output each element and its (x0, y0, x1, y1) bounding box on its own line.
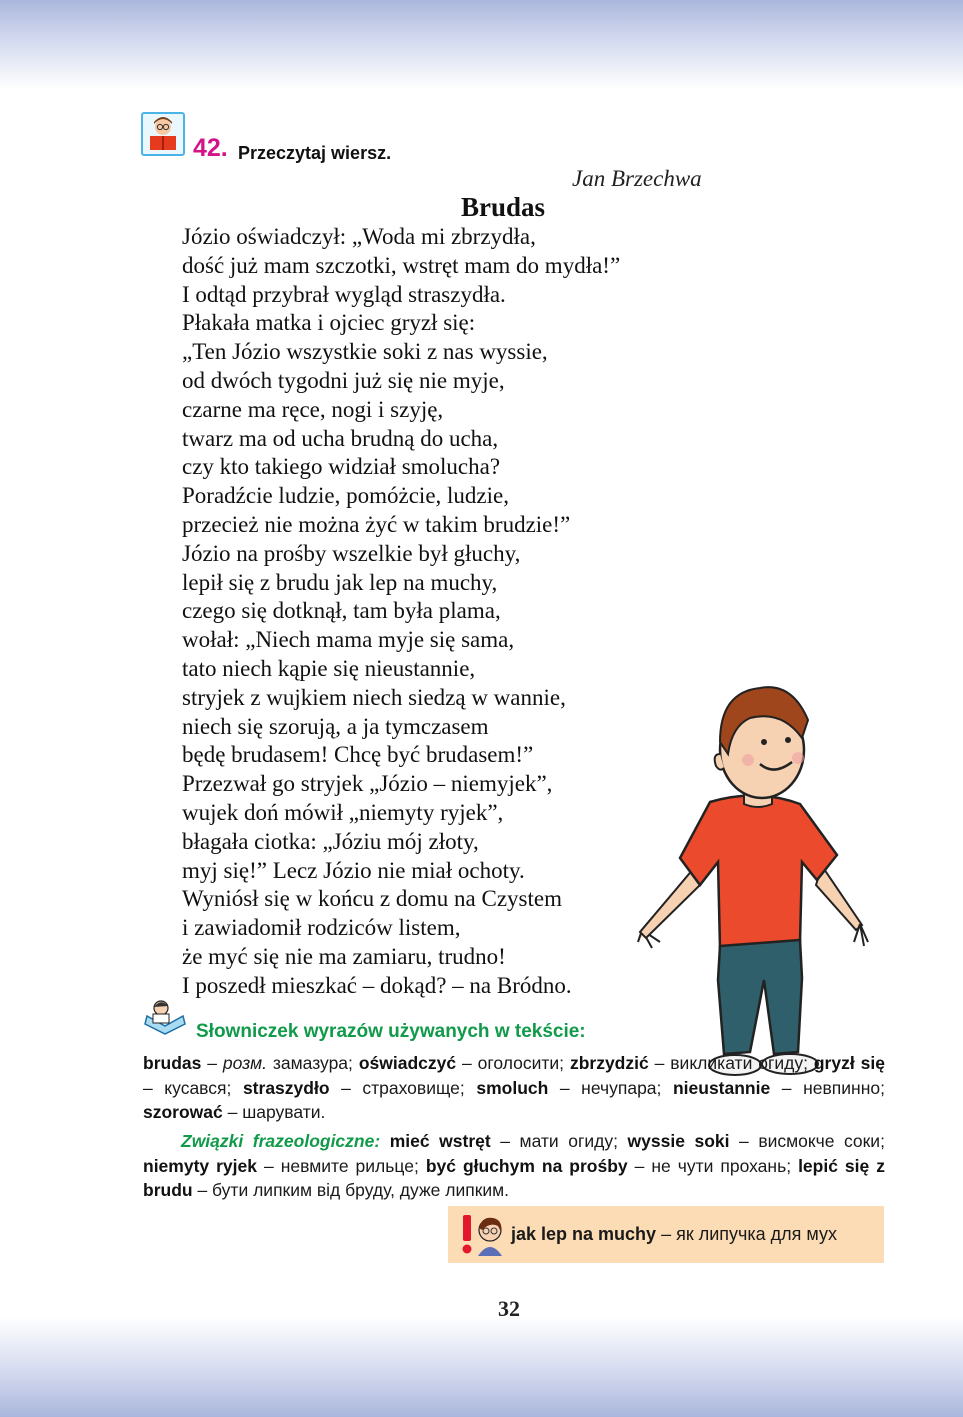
glossary-translation: невпинно (803, 1077, 881, 1098)
phrase-translation: не чути прохань (651, 1155, 787, 1176)
phraseology-paragraph: Związki frazeologiczne: mieć wstręt – мати огиду; wyssie soki – висмокче соки; niemyty ryjek – невмите рильце; być głuchym na prośby – не чути прохань; lepić się z brudu – бути липким від бруду, дуже липким. (143, 1131, 885, 1200)
glossary-separator: – (201, 1053, 223, 1073)
boy-illustration (632, 680, 872, 1090)
glossary-term: straszydło (242, 1077, 330, 1098)
poem-line: wołał: „Niech mama myje się sama, (182, 627, 515, 653)
task-number: 42. (193, 134, 228, 162)
glossary-separator: – (770, 1077, 804, 1098)
poem-line: myj się!” Lecz Józio nie miał ochoty. (182, 857, 525, 883)
glossary-translation: замазура (266, 1053, 349, 1073)
poem-line: I odtąd przybrał wygląd straszydła. (182, 281, 506, 307)
top-gradient-band (0, 0, 963, 90)
glossary-translation: нечупара (581, 1077, 657, 1098)
glossary-translation: кусався (164, 1077, 227, 1098)
glossary-term: oświadczyć (358, 1053, 457, 1073)
poem-line: lepił się z brudu jak lep na muchy, (182, 569, 498, 595)
poem-line: przecież nie można żyć w takim brudzie!” (182, 511, 571, 537)
poem-line: błagała ciotka: „Józiu mój złoty, (182, 828, 479, 854)
glossary-translation: оголосити (477, 1053, 560, 1073)
idiom-term: jak lep na muchy (511, 1224, 657, 1244)
phrase-translation: мати огиду (519, 1131, 614, 1151)
reading-child-icon (141, 112, 185, 156)
glossary-separator: – (548, 1077, 582, 1098)
phrase-translation: бути липким від бруду, дуже липким. (212, 1180, 510, 1200)
phrase-term: wyssie soki (627, 1131, 730, 1151)
phrase-term: mieć wstręt (389, 1131, 491, 1151)
poem-line: niech się szorują, a ja tymczasem (182, 713, 489, 739)
phrase-term: lepić się z brudu (143, 1155, 885, 1200)
poem-line: wujek doń mówił „niemyty ryjek”, (182, 799, 504, 825)
poem-line: czego się dotknął, tam była plama, (182, 598, 501, 624)
glossary-heading: Słowniczek wyrazów używanych w tekście: (196, 1021, 586, 1042)
glossary-translation: викликати огиду (670, 1053, 804, 1073)
glossary-term: gryzł się (813, 1053, 885, 1073)
poem-line: stryjek z wujkiem niech siedzą w wannie, (182, 684, 566, 710)
poem-line: dość już mam szczotki, wstręt mam do mydła!” (182, 252, 621, 278)
poem-line: czarne ma ręce, nogi i szyję, (182, 396, 444, 422)
glossary-translation: шарувати. (242, 1102, 326, 1122)
exclamation-teacher-icon (460, 1212, 506, 1256)
poem-title: Brudas (461, 192, 546, 222)
poem-text (182, 223, 620, 1001)
poem-line: czy kto takiego widział smolucha? (182, 454, 501, 480)
glossary-separator: – (329, 1077, 363, 1098)
glossary-term: zbrzydzić (569, 1053, 649, 1073)
poem-line: i zawiadomił rodziców listem, (182, 915, 461, 941)
phrase-translation: висмокче соки (758, 1131, 881, 1151)
phrase-term: być głuchym na prośby (425, 1155, 628, 1176)
poem-line: Wyniósł się w końcu z domu na Czystem (182, 886, 562, 912)
poem-line: twarz ma od ucha brudną do ucha, (182, 425, 499, 451)
glossary-separator: – (648, 1053, 671, 1073)
poem-line: Józio na prośby wszelkie był głuchy, (182, 540, 521, 566)
phrase-term: niemyty ryjek (143, 1155, 257, 1176)
page-number: 32 (498, 1296, 520, 1321)
dictionary-child-icon (143, 998, 187, 1036)
phraseology-label: Związki frazeologiczne: (181, 1131, 381, 1151)
glossary-list: brudas – розм. замазура; oświadczyć – оголосити; zbrzydzić – викликати огиду; gryzł się – кусався; straszydło – страховище; smoluch – нечупара; nieustannie – невпинно; szorować – шарувати. (143, 1053, 885, 1122)
phrase-translation: невмите рильце (280, 1155, 414, 1176)
poem-line: że myć się nie ma zamiaru, trudno! (182, 943, 506, 969)
glossary-translation: страховище (362, 1077, 460, 1098)
idiom-translation: – як липучка для мух (656, 1224, 837, 1244)
glossary-term: szorować (143, 1102, 223, 1122)
glossary-term: nieustannie (672, 1077, 771, 1098)
poem-line: Płakała matka i ojciec gryzł się: (182, 310, 476, 336)
poem-line: będę brudasem! Chcę być brudasem!” (182, 742, 534, 768)
task-instruction: Przeczytaj wiersz. (238, 143, 392, 163)
poem-line: Poradźcie ludzie, pomóżcie, ludzie, (182, 483, 509, 509)
bottom-gradient-band (0, 1317, 963, 1417)
poem-line: Przezwał go stryjek „Józio – niemyjek”, (182, 771, 553, 797)
glossary-separator: – (456, 1053, 478, 1073)
glossary-separator: – (143, 1077, 165, 1098)
poem-line: I poszedł mieszkać – dokąd? – na Bródno. (182, 972, 572, 998)
poem-author: Jan Brzechwa (572, 166, 702, 191)
poem-line: Józio oświadczył: „Woda mi zbrzydła, (182, 224, 536, 249)
glossary-term: brudas (143, 1053, 202, 1073)
idiom-note (511, 1224, 837, 1245)
poem-line: „Ten Józio wszystkie soki z nas wyssie, (182, 339, 548, 365)
glossary-note: розм. (222, 1053, 267, 1073)
glossary-separator: – (222, 1102, 243, 1122)
glossary-term: smoluch (476, 1077, 549, 1098)
poem-line: od dwóch tygodni już się nie myje, (182, 367, 505, 393)
poem-line: tato niech kąpie się nieustannie, (182, 655, 476, 681)
